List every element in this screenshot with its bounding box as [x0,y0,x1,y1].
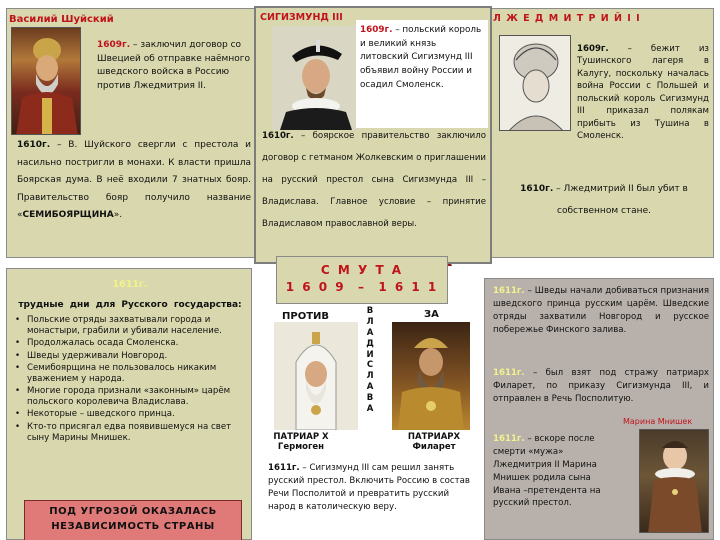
filaret-label: ПАТРИАРХ Филарет [407,432,461,453]
list-item: • Польские отряды захватывали города и монастыри, грабили и убивали население. [11,315,249,337]
shuisky-1610-year: 1610г. [17,140,51,150]
list-item: • Семибоярщина не пользовалось никаким уважением у народа. [11,363,249,385]
center-title-box [276,256,448,304]
false-dmitry-1610-year: 1610г. [520,184,554,194]
false-dmitry-portrait [499,35,571,131]
center-title: С М У Т А [320,263,404,277]
false-dmitry-1609-year: 1609г. [577,44,609,54]
hermogen-label: ПАТРИАР Х Гермоген [273,432,329,453]
shuisky-1609-text [97,39,255,93]
right-1611-p3-body: – вскоре после смерти «мужа» Лжедмитрия II Марина Мнишек родила сына Ивана –претендента на русский престол. [493,434,601,509]
false-dmitry-name: Л Ж Е Д М И Т Р И Й I I [493,13,641,24]
right-1611-p2-body: – был взят под стражу патриарх Филарет, по приказу Сигизмунда III, и отправлен в Речь Посполитую. [493,368,709,404]
shuisky-portrait [11,27,81,135]
shuisky-1609-body: – заключил договор со Швецией об отправке наёмного шведского войска в Россию против Лжедмитрия II. [97,40,250,91]
center-1611-body: – Сигизмунд III сам решил занять русский престол. Включить Россию в состав Речи Посполитой и превратить русский народ в католическую веру. [268,463,470,512]
marina-portrait [639,429,709,533]
vertical-vladislava [362,306,378,415]
sigismund-1609-text [360,24,484,92]
false-dmitry-1609-text [577,43,709,143]
marina-label: Марина Мнишек [623,417,693,426]
list-item: • Продолжалась осада Смоленска. [11,338,249,349]
list-item: • Кто-то присягал едва появившемуся на свет сыну Марины Мнишек. [11,422,249,444]
shuisky-1610-text [17,137,251,225]
false-dmitry-1609-body: – бежит из Тушинского лагеря в Калугу, поскольку началась война России с Польшей и польский король Сигизмунд III приказал полякам прибыть из Тушина в Смоленск. [577,44,709,142]
false-dmitry-panel [486,8,714,258]
center-1611-year: 1611г. [268,463,300,473]
hermogen-portrait [274,322,358,430]
right-1611-panel [484,278,714,540]
vertical-letter: А [366,327,374,338]
center-1611-text [268,462,472,514]
hard-days-list [11,315,249,445]
vertical-letter: Л [366,316,374,327]
right-1611-p1 [493,285,709,337]
vertical-letter: В [366,393,374,403]
against-label: ПРОТИВ [282,311,330,322]
sigismund-1610-text [262,126,486,236]
sigismund-1609-body: – польский король и великий князь литовский Сигизмунд III объявил войну России и осадил Смоленск. [360,25,482,90]
vertical-letter: Л [366,371,374,382]
vertical-letter: Д [366,338,374,349]
right-1611-p3 [493,433,619,510]
sigismund-1609-box [356,20,488,128]
vertical-letter: А [366,403,374,414]
shuisky-1609-year: 1609г. [97,40,131,50]
sigismund-1609-year: 1609г. [360,25,393,35]
hard-days-year: 1611г. [112,279,148,290]
center-years: 1 6 0 9 – 1 6 1 1 [285,280,439,294]
hard-days-title: трудные дни для Русского государства: [18,300,242,310]
sigismund-1610-year: 1610г. [262,131,294,141]
false-dmitry-1610-body: – Лжедмитрий II был убит в собственном стане. [553,184,688,216]
sigismund-1610-body: – боярское правительство заключило договор с гетманом Жолкевским о приглашении на русский престол сына Сигизмунда III – Владислава. Главное условие – принятие Владиславом православной веры. [262,131,486,229]
bottom-note-text: ПОД УГРОЗОЙ ОКАЗАЛАСЬ НЕЗАВИСИМОСТЬ СТРАНЫ [49,506,217,532]
list-item: • Многие города признали «законным» царём польского королевича Владислава. [11,386,249,408]
shuisky-1610-body: – В. Шуйского свергли с престола и насильно постригли в монахи. К власти пришла Боярская дума. В неё входили 7 знатных бояр. Правительство бояр получило название « [17,140,251,221]
bottom-note-box [24,500,242,540]
sigismund-portrait [272,26,360,130]
sigismund-name: СИГИЗМУНД III [260,12,343,23]
shuisky-1610-term: СЕМИБОЯРЩИНА [22,210,114,221]
sigismund-panel [254,6,492,264]
filaret-portrait [392,322,470,430]
right-1611-p3-year: 1611г. [493,434,525,444]
shuisky-panel [6,8,258,258]
false-dmitry-1610-text [501,179,707,222]
shuisky-name: Василий Шуйский [9,14,114,25]
list-item: • Шведы удерживали Новгород. [11,351,249,362]
vertical-letter: В [366,306,374,316]
right-1611-p1-year: 1611г. [493,286,525,296]
shuisky-1610-end: ». [113,210,123,221]
right-1611-p1-body: – Шведы начали добиваться признания шведского принца русским царём. Шведские отряды захватили Новгород и русское побережье Финского залива. [493,286,709,335]
list-item: • Некоторые – шведского принца. [11,409,249,420]
vertical-letter: И [366,349,374,360]
vertical-letter: А [366,382,374,393]
for-label: ЗА [424,309,439,320]
right-1611-p2 [493,367,709,406]
vertical-letter: С [366,360,374,371]
right-1611-p2-year: 1611г. [493,368,525,378]
